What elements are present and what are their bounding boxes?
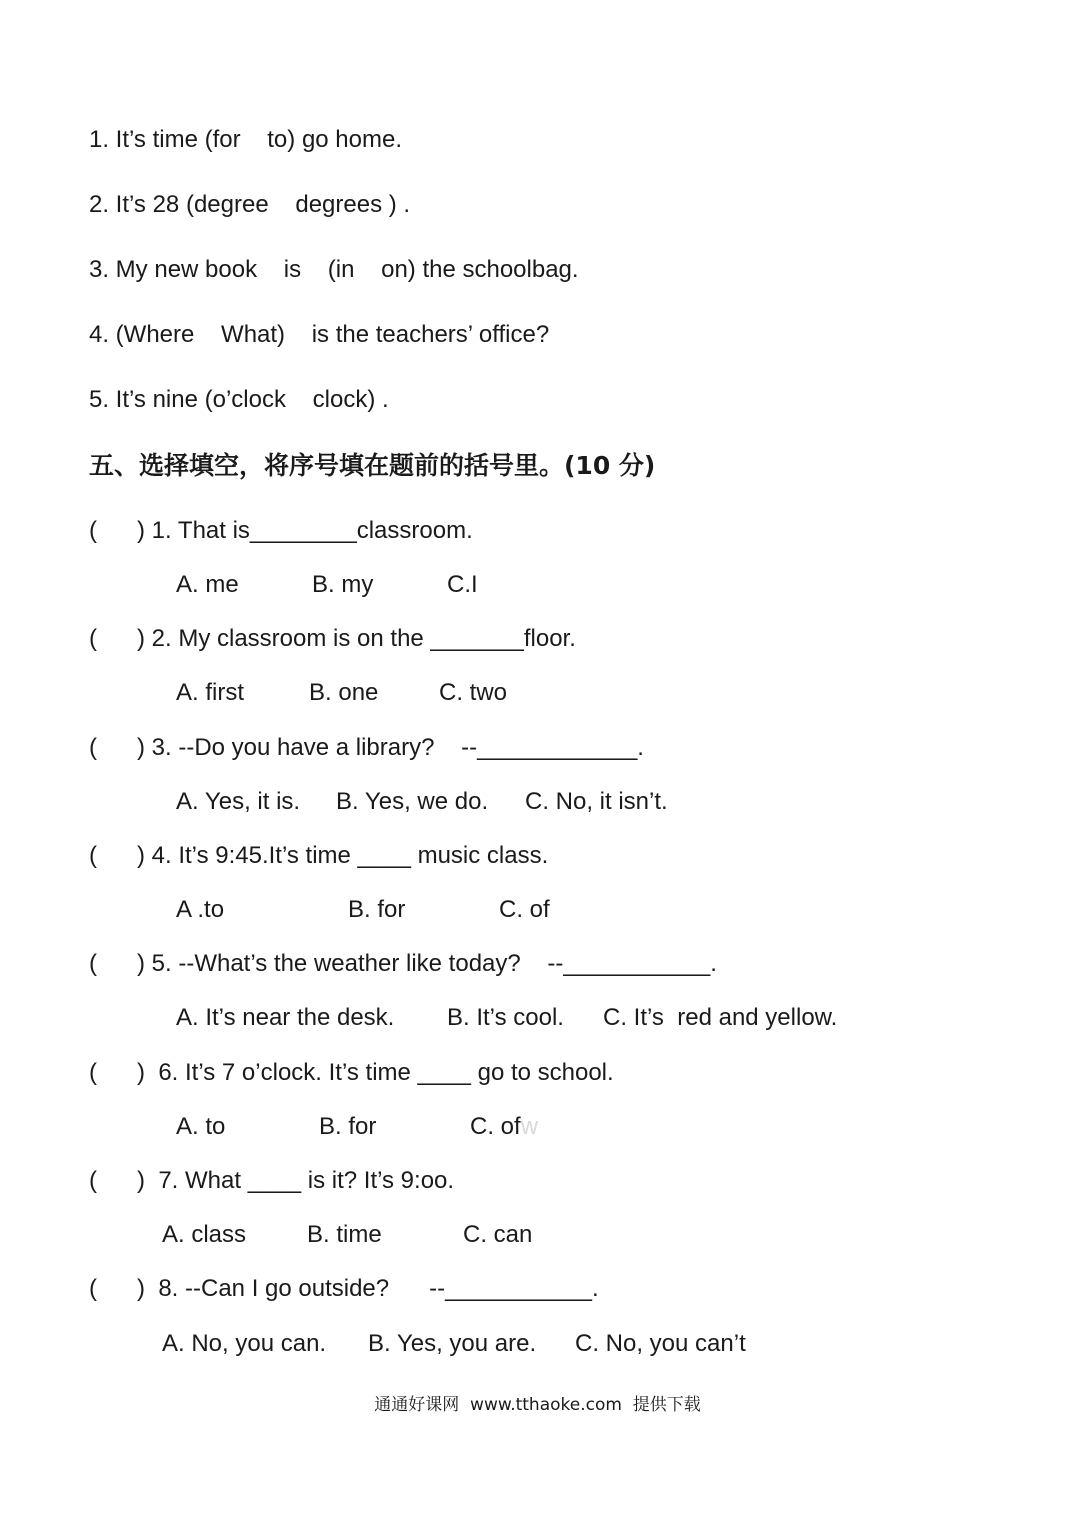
question-8-option-b: B. Yes, you are. <box>368 1330 537 1357</box>
question-7-stem: ( ) 7. What ____ is it? It’s 9:oo. <box>89 1167 455 1194</box>
question-7-option-b: B. time <box>307 1221 382 1248</box>
question-6-stem: ( ) 6. It’s 7 o’clock. It’s time ____ go to school. <box>89 1059 614 1086</box>
question-6-faint-mark: w <box>520 1113 539 1140</box>
part4-line-4: 4. (Where What) is the teachers’ office? <box>89 321 550 348</box>
part4-line-2: 2. It’s 28 (degree degrees ) . <box>89 191 411 218</box>
question-8-option-a: A. No, you can. <box>162 1330 327 1357</box>
question-2-option-b: B. one <box>309 679 379 706</box>
question-4-option-b: B. for <box>348 896 406 923</box>
question-2-option-a: A. first <box>176 679 245 706</box>
part4-line-3: 3. My new book is (in on) the schoolbag. <box>89 256 579 283</box>
section-heading: 五、选择填空，将序号填在题前的括号里。(10 分) <box>89 451 656 480</box>
question-8-option-c: C. No, you can’t <box>575 1330 746 1357</box>
question-4-option-a: A .to <box>176 896 225 923</box>
part4-line-1: 1. It’s time (for to) go home. <box>89 126 403 153</box>
question-3-option-a: A. Yes, it is. <box>176 788 301 815</box>
question-3-option-b: B. Yes, we do. <box>336 788 489 815</box>
question-6-option-a: A. to <box>176 1113 226 1140</box>
question-8-stem: ( ) 8. --Can I go outside? --___________. <box>89 1275 599 1302</box>
question-6-option-b: B. for <box>319 1113 377 1140</box>
question-5-option-c: C. It’s red and yellow. <box>603 1004 838 1031</box>
question-2-option-c: C. two <box>439 679 508 706</box>
question-1-option-a: A. me <box>176 571 239 598</box>
question-1-stem: ( ) 1. That is________classroom. <box>89 517 473 544</box>
question-5-option-a: A. It’s near the desk. <box>176 1004 395 1031</box>
question-5-option-b: B. It’s cool. <box>447 1004 564 1031</box>
question-7-option-c: C. can <box>463 1221 533 1248</box>
question-2-stem: ( ) 2. My classroom is on the _______floor. <box>89 625 576 652</box>
question-3-option-c: C. No, it isn’t. <box>525 788 668 815</box>
question-7-option-a: A. class <box>162 1221 247 1248</box>
question-4-stem: ( ) 4. It’s 9:45.It’s time ____ music class. <box>89 842 549 869</box>
question-1-option-b: B. my <box>312 571 374 598</box>
footer-source-note: 通通好课网 www.tthaoke.com 提供下载 <box>374 1395 701 1415</box>
question-5-stem: ( ) 5. --What’s the weather like today? --___________. <box>89 950 717 977</box>
question-3-stem: ( ) 3. --Do you have a library? --____________. <box>89 734 644 761</box>
question-6-option-c <box>470 1112 538 1142</box>
question-4-option-c: C. of <box>499 896 550 923</box>
part4-line-5: 5. It’s nine (o’clock clock) . <box>89 386 389 413</box>
question-1-option-c: C.I <box>447 571 478 598</box>
question-6-option-c-text: C. of <box>470 1113 521 1140</box>
